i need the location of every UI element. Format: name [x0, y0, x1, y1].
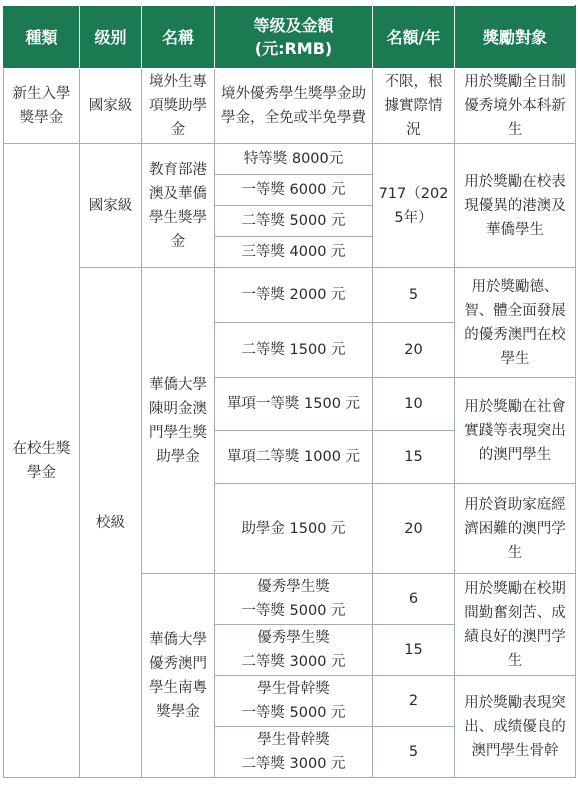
- nanyue-award-level: 二等獎 3000 元: [241, 756, 346, 772]
- header-amount: [215, 6, 373, 69]
- national-target-cell: 用於獎勵在校表現優異的港澳及華僑學生: [455, 144, 576, 268]
- nanyue-award-level: 二等獎 3000 元: [241, 654, 346, 670]
- nanyue-target-cell: 用於獎勵在校期間勤奮刻苦、成績良好的澳門学生: [455, 574, 576, 676]
- chen-quota-cell: 20: [373, 323, 455, 378]
- national-award-cell: 一等獎 6000 元: [215, 175, 373, 206]
- scholarship-table: [3, 5, 576, 778]
- freshman-level-cell: 國家級: [80, 69, 142, 144]
- nanyue-quota-cell: 6: [373, 574, 455, 625]
- chen-award-cell: 一等獎 2000 元: [215, 268, 373, 323]
- table-row: [4, 144, 576, 175]
- nanyue-award-cell: [215, 727, 373, 778]
- scholarship-table-container: [3, 5, 576, 778]
- chen-target-cell: 用於資助家庭經濟困難的澳門学生: [455, 484, 576, 574]
- freshman-type-cell: 新生入學獎學金: [4, 69, 80, 144]
- current-type-cell: 在校生獎學金: [4, 144, 80, 778]
- chen-award-cell: 二等獎 1500 元: [215, 323, 373, 378]
- chen-award-cell: 單項一等獎 1500 元: [215, 378, 373, 431]
- chen-quota-cell: 5: [373, 268, 455, 323]
- header-amount-line2: (元:RMB): [254, 39, 333, 58]
- header-type: 種類: [4, 6, 80, 69]
- school-level-cell: 校級: [80, 268, 142, 778]
- national-name-cell: 教育部港澳及華僑學生獎學金: [142, 144, 215, 268]
- nanyue-name-cell: 華僑大學優秀澳門學生南粵獎學金: [142, 574, 215, 778]
- nanyue-award-category: 學生骨幹獎: [257, 732, 330, 748]
- freshman-name-cell: 境外生專項獎助學金: [142, 69, 215, 144]
- header-amount-line1: 等级及金額: [253, 16, 334, 35]
- national-award-cell: 二等獎 5000 元: [215, 206, 373, 237]
- national-award-cell: 三等獎 4000 元: [215, 237, 373, 268]
- freshman-target-cell: 用於獎勵全日制優秀境外本科新生: [455, 69, 576, 144]
- nanyue-award-level: 一等獎 5000 元: [241, 603, 346, 619]
- header-quota: 名額/年: [373, 6, 455, 69]
- chen-quota-cell: 10: [373, 378, 455, 431]
- nanyue-award-cell: [215, 676, 373, 727]
- chen-award-cell: 單項二等獎 1000 元: [215, 431, 373, 484]
- chen-award-cell: 助學金 1500 元: [215, 484, 373, 574]
- nanyue-target-cell: 用於獎勵表現突出、成绩優良的澳門學生骨幹: [455, 676, 576, 778]
- nanyue-quota-cell: 5: [373, 727, 455, 778]
- chen-name-cell: 華僑大學陳明金澳門學生獎助學金: [142, 268, 215, 574]
- national-award-cell: 特等獎 8000元: [215, 144, 373, 175]
- nanyue-award-cell: [215, 625, 373, 676]
- nanyue-award-category: 學生骨幹獎: [257, 681, 330, 697]
- nanyue-award-level: 一等獎 5000 元: [241, 705, 346, 721]
- nanyue-quota-cell: 2: [373, 676, 455, 727]
- nanyue-quota-cell: 15: [373, 625, 455, 676]
- nanyue-award-category: 優秀學生獎: [257, 630, 330, 646]
- nanyue-award-cell: [215, 574, 373, 625]
- chen-quota-cell: 15: [373, 431, 455, 484]
- table-row: [4, 69, 576, 144]
- header-row: [4, 6, 576, 69]
- header-level: 级别: [80, 6, 142, 69]
- chen-quota-cell: 20: [373, 484, 455, 574]
- nanyue-award-category: 優秀學生獎: [257, 579, 330, 595]
- header-name: 名稱: [142, 6, 215, 69]
- table-row: [4, 268, 576, 323]
- chen-target-cell: 用於獎勵德、智、體全面發展的優秀澳門在校學生: [455, 268, 576, 378]
- national-level-cell: 國家級: [80, 144, 142, 268]
- national-quota-cell: 717（2025年）: [373, 144, 455, 268]
- freshman-quota-cell: 不限，根據實際情況: [373, 69, 455, 144]
- freshman-amount-cell: 境外優秀學生獎學金助學金，全免或半免學費: [215, 69, 373, 144]
- header-target: 獎勵對象: [455, 6, 576, 69]
- chen-target-cell: 用於獎勵在社會實踐等表現突出的澳門學生: [455, 378, 576, 484]
